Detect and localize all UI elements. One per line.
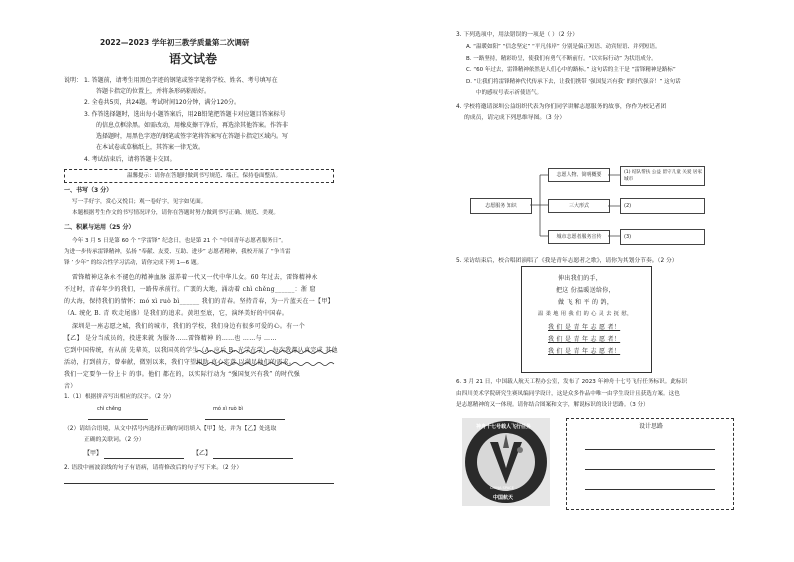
design-box	[566, 418, 734, 510]
q4-label: 4. 学校将邀请深圳公益组织代表为你们同学讲解志愿服务的故事，你作为校记者团	[456, 104, 667, 110]
q1-yi-label: 【乙】	[193, 450, 212, 457]
notice-text: 温馨提示：请你在答题时做到书写规范、端正，保持卷面整洁。	[127, 173, 282, 179]
mission-badge	[462, 418, 550, 506]
q6-label-cont: 由四川美术学院研究生赛凤编同学设计，这是众多作品中唯一由学生设计且获选方案。这也	[456, 391, 680, 397]
paper-title: 语文试卷	[169, 52, 218, 66]
passage-line: 它到中国传统，有从前 先辈英，以我国英的学生（A. 应后 B. 光学在学），每次我都认真完成 其他	[64, 347, 338, 354]
design-answer-line[interactable]	[585, 489, 715, 490]
design-answer-line[interactable]	[585, 449, 715, 450]
section-one-line: 写一手好字，赏心又悦目；观一卷好字，见字如见面。	[72, 199, 207, 205]
q1-pinyin-b: mó xì ruò bì	[213, 406, 243, 412]
q1-label: 1.（1）根据拼音写出相应的汉字。（2 分）	[64, 394, 175, 400]
jia-answer-line[interactable]	[104, 458, 184, 459]
design-label: 设计思路	[639, 423, 664, 430]
badge-top-text: 神舟十七号载人飞行任务	[476, 424, 532, 430]
map-root: 志愿服务 知识	[470, 198, 532, 214]
passage-line: 音）	[64, 383, 77, 390]
map-center-node: 志愿人物、简明概要	[548, 168, 610, 182]
instruction-line: 1. 答题前，请考生用黑色字迹的钢笔或签字笔将学校、姓名、考号填写在	[84, 77, 278, 84]
intro-line: 今年 3 月 5 日是第 60 个 “学雷锋” 纪念日，也是第 21 个 “中国青年志愿者服务日”。	[72, 238, 287, 244]
q3-option-d-cont: 中的感叹号表示祈使语气。	[476, 90, 543, 96]
map-answer-num: (3)	[624, 233, 632, 240]
section-one-title: 一、书写（3 分）	[64, 187, 113, 194]
q3-option-d: D. “让我们将雷锋精神代代传承下去，让我们携带 ‘强国复兴有我’ 的时代强音！” 这句话	[466, 79, 681, 85]
q6-label: 6. 3 月 21 日，中国载人航天工程办公室，发布了 2023 年神舟十七号飞行任务标识。此标识	[456, 379, 688, 385]
instruction-line: 答题卡指定的位置上，并将条形码粘贴好。	[96, 88, 211, 95]
map-answer-box-2[interactable]	[620, 198, 705, 214]
instruction-line: 的信息点框涂黑。如需改动，用橡皮擦干净后，再选涂其他答案。作答非	[96, 122, 289, 129]
q6-label-cont: 是志愿精神的又一体现。请你结合图案和文字，解说标识的设计思路。（3 分）	[456, 402, 649, 408]
instruction-line: 4. 考试结束后，请将答题卡交回。	[84, 156, 176, 163]
notice-box	[64, 169, 334, 183]
q3-option-c: C. “60 年过去，雷锋精神依然是人们心中的路标。” 这句话的主干是 “雷锋精神是路标”	[466, 67, 676, 73]
section-two-title: 二、积累与运用（25 分）	[64, 224, 135, 231]
passage-line: 活动，打到前方，曾奉献，微别以来，我们守望相助 真心实意 以满足他们的需求。	[64, 359, 296, 366]
q5-label: 5. 采访结束后，校合唱团演唱了《我是青年志愿者之歌》，请你为其划分节奏。（2 分）	[456, 258, 678, 264]
passage-line: 我们一定要争一份上卡 的事。他们 都在的，以实际行动为 “强国复兴有我” 的时代强	[64, 371, 301, 378]
intro-line: 锋 ’ 少年” 的综合性学习活动，请你完成下列 1—6 题。	[64, 260, 203, 266]
q1-part2: （2）请结合语境，从文中括号内选择正确的词语填入【甲】处，并为【乙】处选取	[64, 426, 277, 432]
poem-line: 我 们 是 青 年 志 愿 者！	[548, 336, 621, 343]
passage-line: 【乙】 是分当成员的，投进来就 为服务……雷锋精神 的……也 ……与 ……	[64, 335, 277, 342]
poem-line: 我 们 是 青 年 志 愿 者！	[548, 348, 621, 355]
instruction-line: 3. 作答选择题时，选出每小题答案后，用2B铅笔把答题卡对应题目答案标号	[84, 111, 286, 118]
map-answer-box-1: (1) 结队帮扶 公益 留守儿童 关爱 居家 城市	[620, 166, 705, 186]
badge-bottom-text: 中国航天	[493, 495, 514, 501]
q2-answer-line[interactable]	[64, 483, 334, 484]
passage-line: （A. 统化 B. 青 吹走尾盛）是我们的追求。黄坦至底，它，演绎美好的中国春。	[64, 310, 289, 317]
map-connectors	[530, 170, 622, 250]
poem-line: 温 柔 地 用 我 们 的 心 灵 去 抚 慰，	[538, 311, 633, 317]
wavy-underline	[196, 342, 336, 372]
q1-part2b: 正确的关联词。（2 分）	[84, 437, 145, 443]
passage-line: 不过时，青春年少的我们，一路传承前行。广袤的大地，涌动着 chì chěng______：浙 窟	[64, 286, 316, 293]
design-answer-line[interactable]	[585, 469, 715, 470]
q4-label-cont: 的成员，请完成下列思维导图。（3 分）	[464, 115, 566, 121]
answer-line[interactable]	[88, 419, 148, 420]
answer-line[interactable]	[205, 419, 285, 420]
passage-line: 的大海，保持我们的情怀；mó xì ruò bì______ 我们的青春。坚持青春，为一片蓝天在一【甲】	[64, 298, 334, 305]
q2-label: 2. 语段中画波浪线的句子有语病，请将修改后的句子写下来。（2 分）	[64, 465, 243, 471]
map-answer-box-3[interactable]	[620, 229, 705, 245]
instructions-label: 说明：	[64, 77, 83, 84]
q1-pinyin-a: chì chěng	[97, 406, 122, 412]
yi-answer-line[interactable]	[213, 458, 293, 459]
section-one-line: 本题根据考生作文的书写情况评分，请你在答题时努力做到书写正确、规范、美观。	[72, 210, 279, 216]
map-center-node: 城市志愿者服务宣传	[548, 230, 610, 244]
instruction-line: 在本试卷或草稿纸上，其答案一律无效。	[96, 144, 205, 151]
map-center-node: 三大形式	[548, 199, 610, 213]
q1-jia-label: 【甲】	[84, 450, 103, 457]
q3-option-b: B. 一路坚持，精彩纷呈，使我们有勇气不断前行。“以实际行动” 为状语成分。	[466, 56, 657, 62]
q3-option-a: A. “温暖如阳” “信念坚定” “平凡伟岸” 分别是偏正短语、动宾短语、并列短语。	[466, 44, 661, 50]
poem-line: 做 飞 和 平 的 鸽，	[558, 299, 614, 306]
map-answer-num: (2)	[624, 202, 632, 209]
badge-emblem	[462, 418, 550, 506]
q3-label: 3. 下列选项中，用法错误的一项是（ ）（2 分）	[456, 32, 578, 38]
passage-line: 雷锋精神这条永不褪色的精神血脉 滋养着一代又一代中华儿女。60 年过去，雷锋精神永	[72, 274, 318, 281]
poem-line: 伸出我们的手，	[558, 275, 603, 282]
intro-line: 为进一步传承雷锋精神，弘扬 “奉献、友爱、互助、进步” 志愿者精神，我校开展了 “争当雷	[64, 249, 291, 255]
poem-line: 把这 份温暖送给你，	[556, 287, 615, 294]
year-title: 2022—2023 学年初三教学质量第二次调研	[100, 38, 250, 47]
instruction-line: 2. 全卷共5页，共24题。考试时间120分钟，满分120分。	[84, 99, 240, 106]
poem-line: 我 们 是 青 年 志 愿 者！	[548, 324, 621, 331]
passage-line: 深圳是一座志愿之城，我们的城市，我们的学校，我们身边有很多可爱的心。有一个	[72, 323, 306, 330]
instruction-line: 选择题时，用黑色字迹的钢笔或签字笔将答案写在答题卡指定区域内。写	[96, 133, 289, 140]
badge-side-text: CHINA SPACE	[490, 486, 514, 490]
poem-box	[521, 266, 652, 373]
